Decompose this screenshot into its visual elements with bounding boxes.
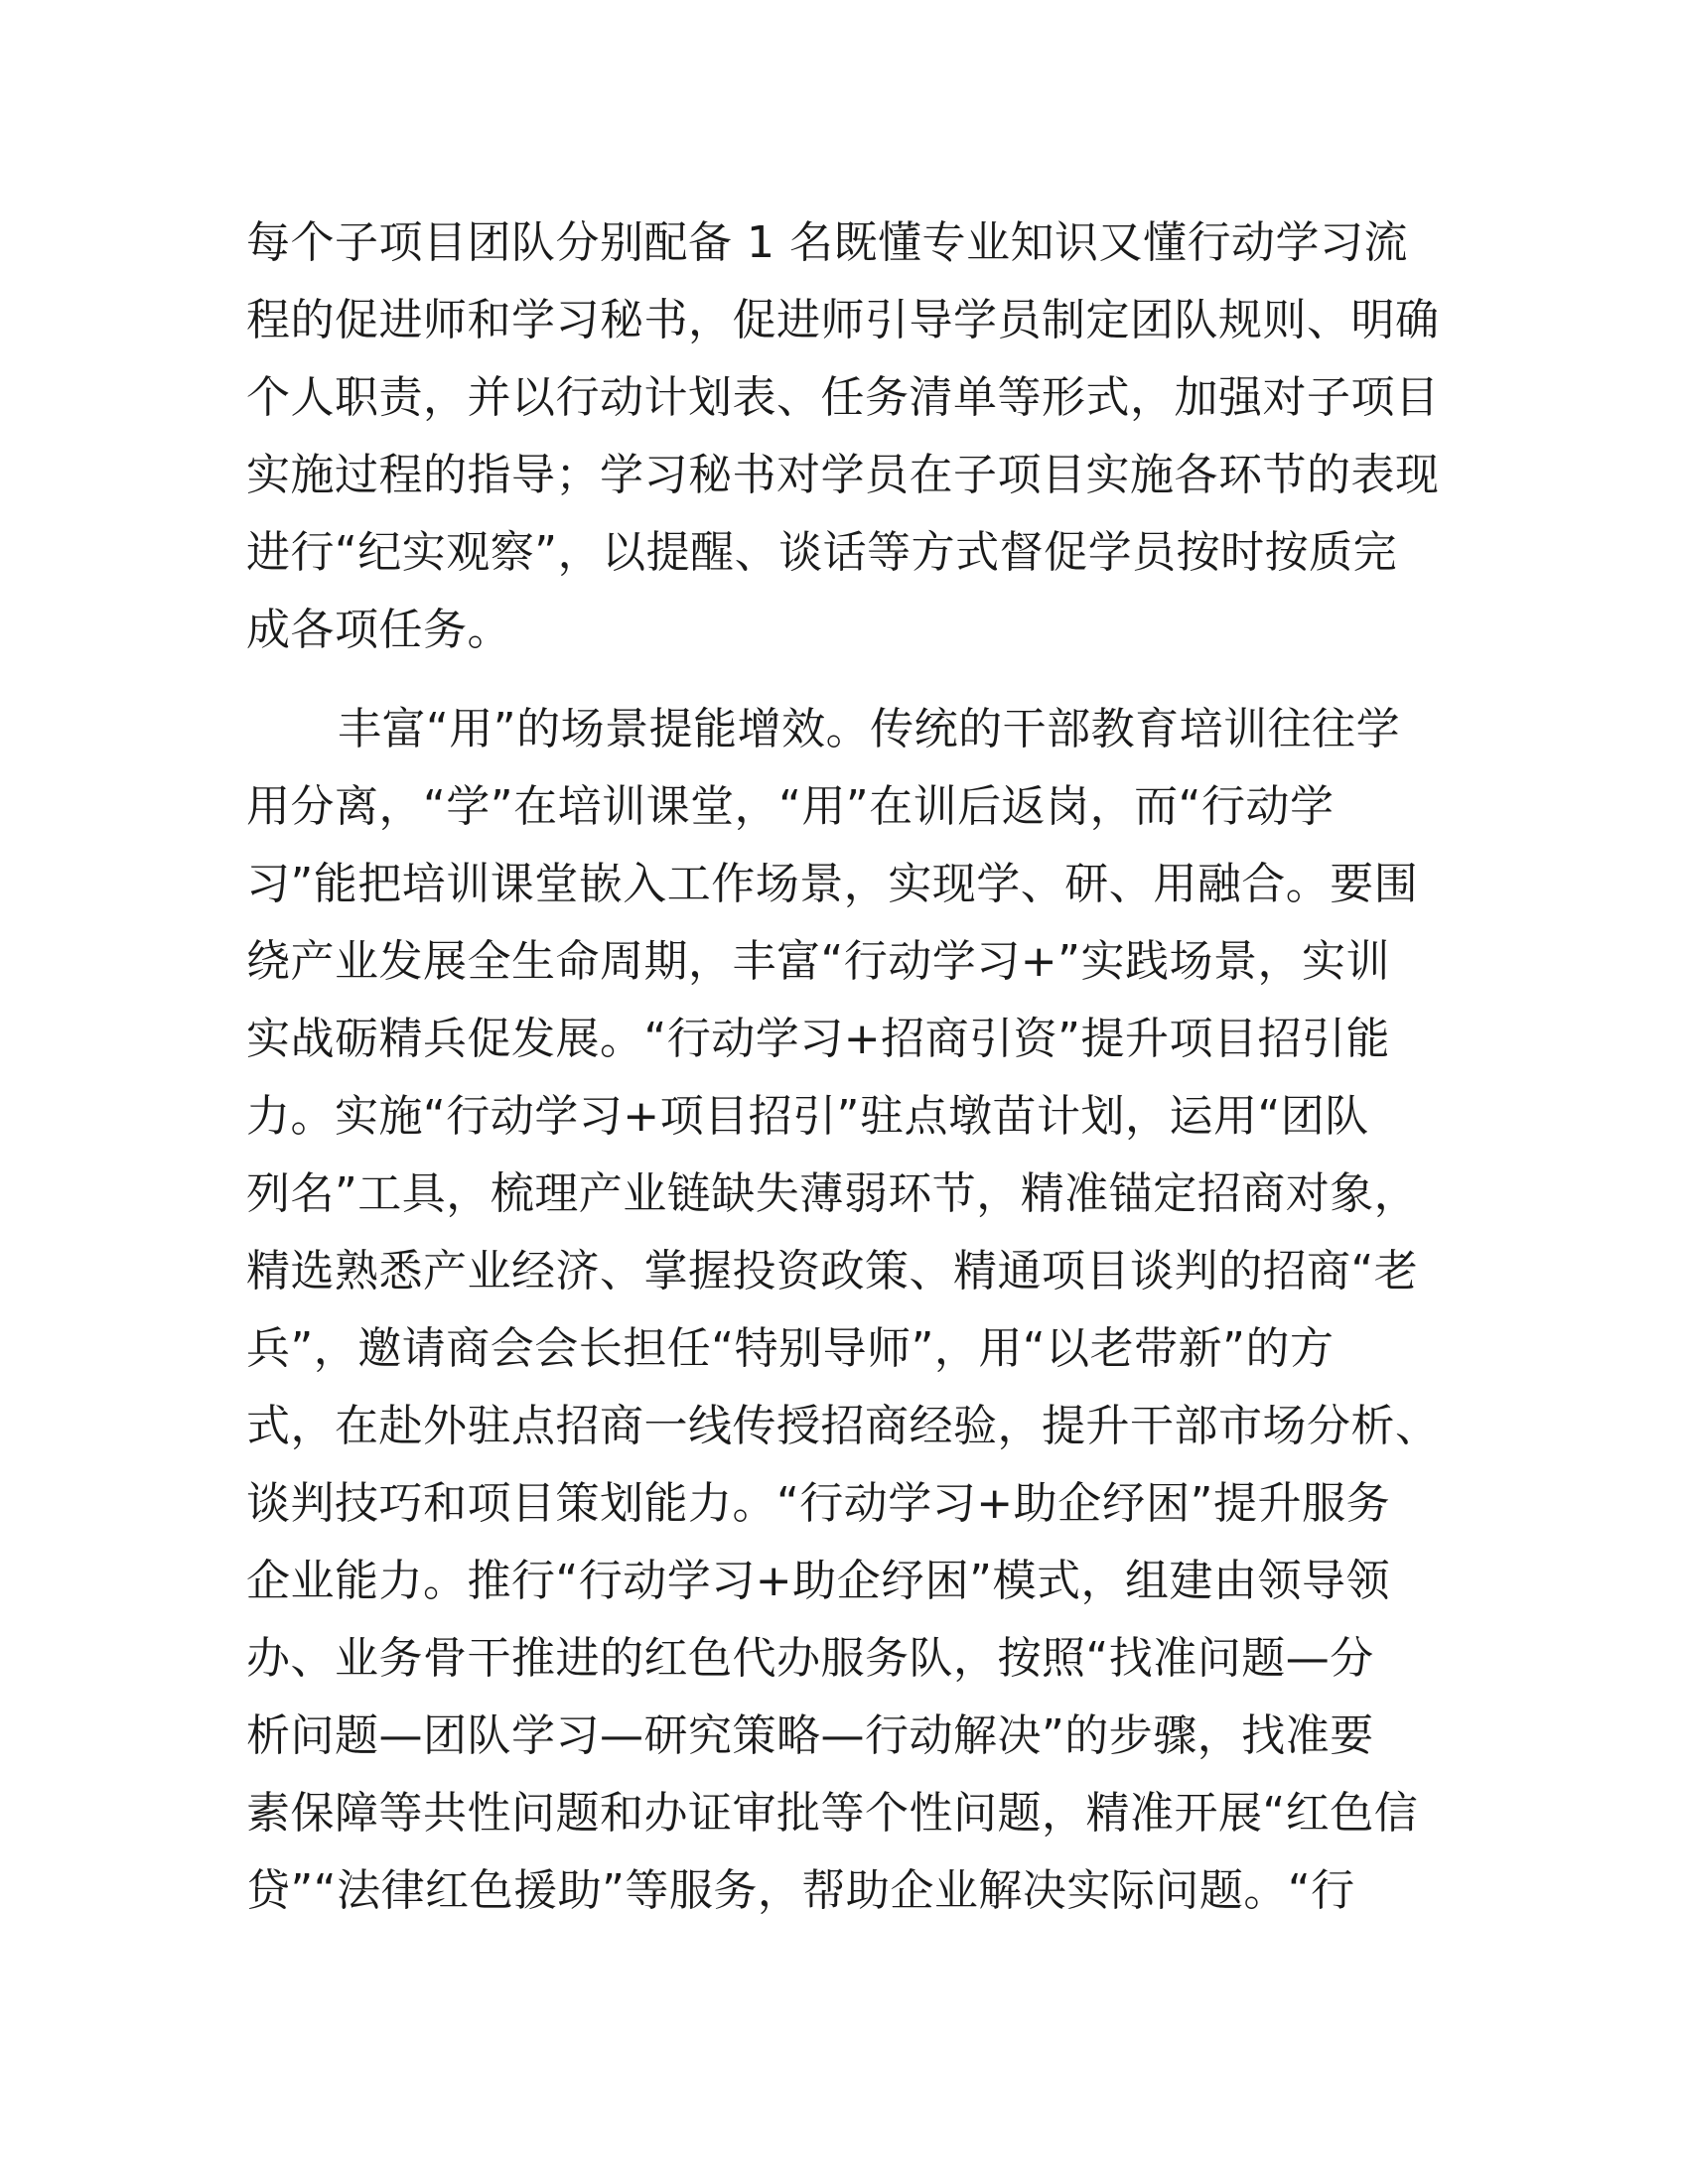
body-text (246, 205, 1438, 1930)
text-line: 谈判技巧和项目策划能力。“行动学习+助企纾困”提升服务 (246, 1478, 1390, 1529)
text-line: 贷”“法律红色援助”等服务，帮助企业解决实际问题。“行 (246, 1865, 1355, 1916)
paragraph-2 (246, 691, 1438, 1930)
text-line: 实战砺精兵促发展。“行动学习+招商引资”提升项目招引能 (246, 1014, 1390, 1064)
text-line: 程的促进师和学习秘书，促进师引导学员制定团队规则、明确 (246, 295, 1440, 345)
text-line: 用分离，“学”在培训课堂，“用”在训后返岗，而“行动学 (246, 781, 1335, 832)
paragraph-spacer (246, 669, 1438, 691)
text-line: 精选熟悉产业经济、掌握投资政策、精通项目谈判的招商“老 (246, 1246, 1419, 1297)
text-line: 企业能力。推行“行动学习+助企纾困”模式，组建由领导领 (246, 1556, 1390, 1606)
text-line: 习”能把培训课堂嵌入工作场景，实现学、研、用融合。要围 (246, 859, 1419, 909)
text-line: 兵”，邀请商会会长担任“特别导师”，用“以老带新”的方 (246, 1323, 1335, 1374)
text-line: 办、业务骨干推进的红色代办服务队，按照“找准问题—分 (246, 1633, 1374, 1684)
text-line: 析问题—团队学习—研究策略—行动解决”的步骤，找准要 (246, 1710, 1374, 1761)
text-line: 式，在赴外驻点招商一线传授招商经验，提升干部市场分析、 (246, 1401, 1440, 1451)
text-line: 成各项任务。 (246, 605, 511, 655)
text-line: 素保障等共性问题和办证审批等个性问题，精准开展“红色信 (246, 1788, 1419, 1839)
text-line: 个人职责，并以行动计划表、任务清单等形式，加强对子项目 (246, 372, 1440, 423)
text-line: 实施过程的指导；学习秘书对学员在子项目实施各环节的表现 (246, 450, 1440, 500)
text-line: 力。实施“行动学习+项目招引”驻点墩苗计划，运用“团队 (246, 1091, 1369, 1142)
text-line: 进行“纪实观察”，以提醒、谈话等方式督促学员按时按质完 (246, 527, 1398, 578)
text-line: 丰富“用”的场景提能增效。传统的干部教育培训往往学 (338, 704, 1401, 754)
text-line: 绕产业发展全生命周期，丰富“行动学习+”实践场景，实训 (246, 936, 1390, 987)
paragraph-1 (246, 205, 1438, 669)
text-line: 每个子项目团队分别配备 1 名既懂专业知识又懂行动学习流 (246, 217, 1408, 268)
text-line: 列名”工具，梳理产业链缺失薄弱环节，精准锚定招商对象， (246, 1168, 1419, 1219)
